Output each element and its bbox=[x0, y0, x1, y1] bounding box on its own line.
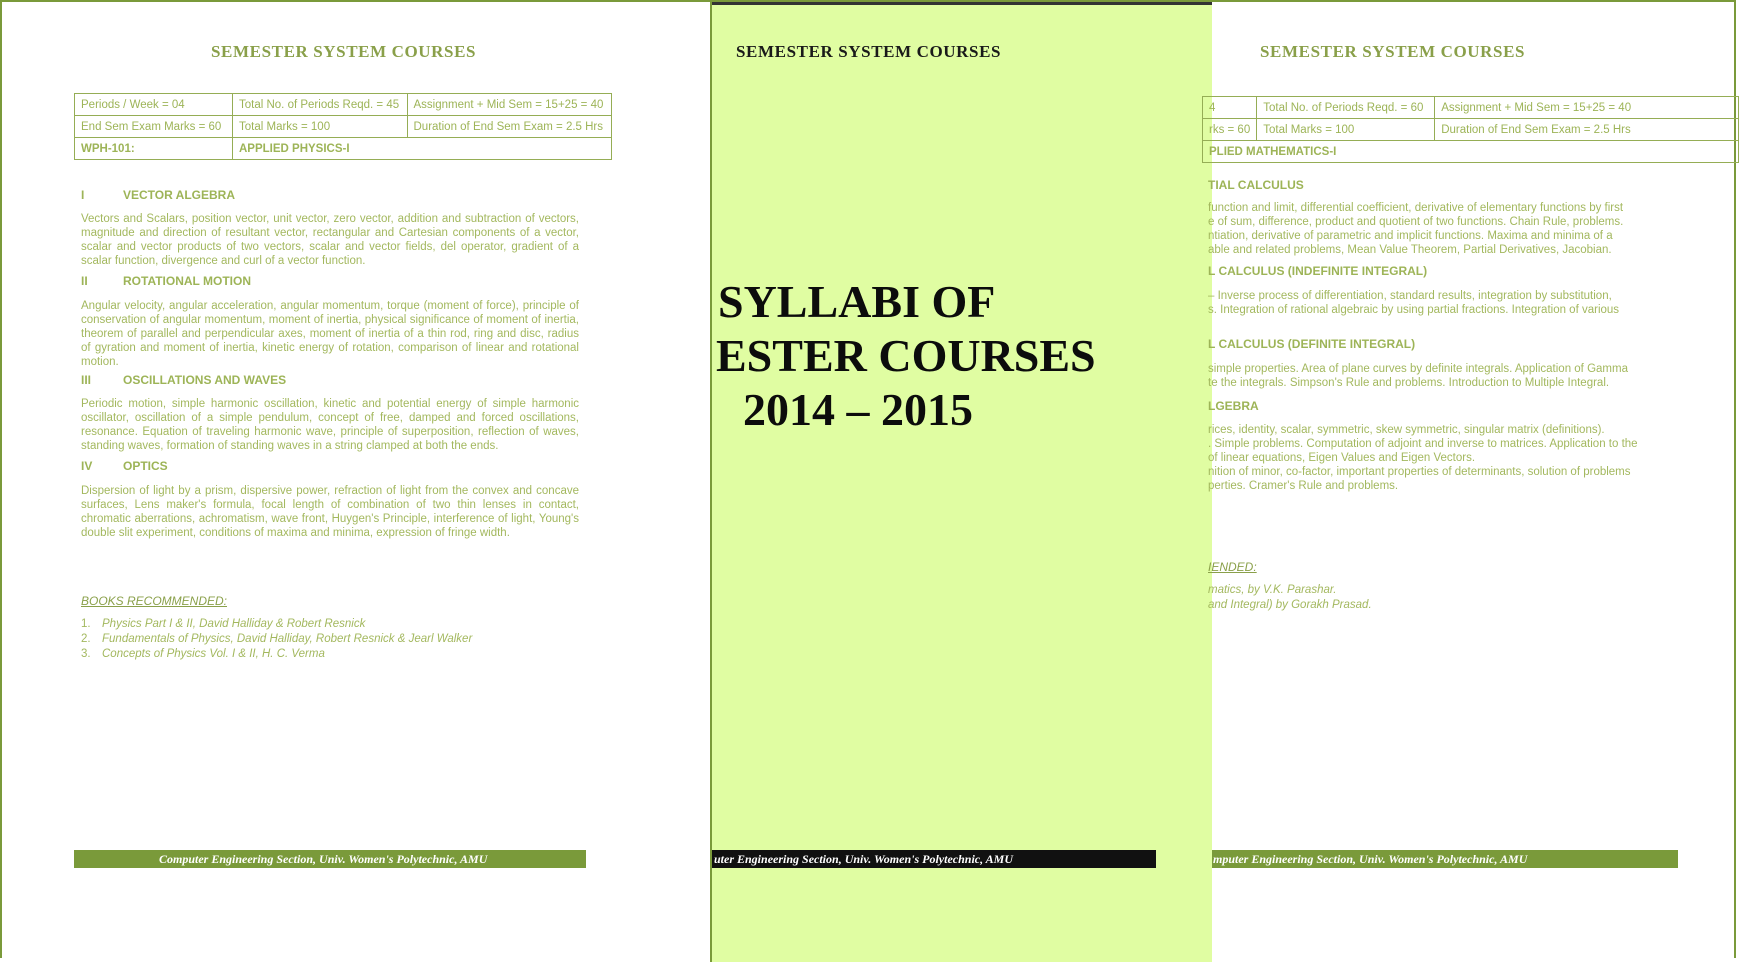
books-list bbox=[1208, 583, 1372, 613]
section-heading: III OSCILLATIONS AND WAVES bbox=[81, 373, 287, 387]
section-heading: TIAL CALCULUS bbox=[1208, 178, 1304, 192]
right-page-header: SEMESTER SYSTEM COURSES bbox=[1260, 42, 1526, 61]
section-text: Dispersion of light by a prism, dispersive power, refraction of light from the convex and concave surfaces, Lens maker's formula, focal length of combination of two thin lenses in contact, chromatic aberrations, achromatism, wave front, Huygen's Principle, interference of light, Young's double slit experiment, conditions of maxima and minima, expression of fringe width. bbox=[81, 485, 579, 539]
total-periods: Total No. of Periods Reqd. = 45 bbox=[233, 94, 408, 116]
course-subject: APPLIED PHYSICS-I bbox=[233, 138, 612, 160]
cover-page-header: SEMESTER SYSTEM COURSES bbox=[736, 42, 1002, 61]
left-page-header: SEMESTER SYSTEM COURSES bbox=[211, 42, 477, 61]
left-page-footer: Computer Engineering Section, Univ. Women's Polytechnic, AMU bbox=[74, 850, 586, 868]
section-heading: L CALCULUS (DEFINITE INTEGRAL) bbox=[1208, 337, 1416, 351]
total-periods: Total No. of Periods Reqd. = 60 bbox=[1257, 97, 1435, 119]
section-heading: II ROTATIONAL MOTION bbox=[81, 274, 251, 288]
section-text: Angular velocity, angular acceleration, angular momentum, torque (moment of force), principle of conservation of angular momentum, moment of inertia, physical significance of moment of inertia, theorem of parallel and perpendicular axes, moment of inertia of a thin rod, ring and disc, radius of gyration and moment of inertia, kinetic energy of rotation, comparison of linear and rotational motion. bbox=[81, 300, 579, 368]
left-course-info-table bbox=[74, 93, 612, 160]
total-marks: Total Marks = 100 bbox=[233, 116, 408, 138]
list-item: and Integral) by Gorakh Prasad. bbox=[1208, 599, 1372, 611]
section-heading: L CALCULUS (INDEFINITE INTEGRAL) bbox=[1208, 264, 1428, 278]
section-text: simple properties. Area of plane curves by definite integrals. Application of Gamma te the integrals. Simpson's Rule and problems. Introduction to Multiple Integral. bbox=[1208, 363, 1628, 389]
list-item: 1. Physics Part I & II, David Halliday & Robert Resnick bbox=[81, 618, 366, 630]
section-heading: LGEBRA bbox=[1208, 399, 1259, 413]
cover-page-footer: uter Engineering Section, Univ. Women's Polytechnic, AMU bbox=[712, 850, 1156, 868]
total-marks: Total Marks = 100 bbox=[1257, 119, 1435, 141]
cover-title-year: 2014 – 2015 bbox=[743, 384, 973, 435]
cover-page bbox=[712, 2, 1212, 962]
right-page-footer: mputer Engineering Section, Univ. Women's Polytechnic, AMU bbox=[1212, 850, 1678, 868]
list-item: 3. Concepts of Physics Vol. I & II, H. C. Verma bbox=[81, 648, 325, 660]
list-item: matics, by V.K. Parashar. bbox=[1208, 584, 1337, 596]
section-text: Periodic motion, simple harmonic oscillation, kinetic and potential energy of simple harmonic oscillator, oscillation of a simple pendulum, concept of free, damped and forced oscillations, resonance. Equation of traveling harmonic wave, principle of superposition, reflection of waves, standing waves, formation of standing waves in a string clamped at both the ends. bbox=[81, 398, 579, 452]
course-subject: PLIED MATHEMATICS-I bbox=[1203, 141, 1739, 163]
right-page bbox=[1208, 2, 1734, 962]
end-sem-marks: rks = 60 bbox=[1203, 119, 1257, 141]
right-course-info-table bbox=[1202, 96, 1739, 163]
section-text: Vectors and Scalars, position vector, unit vector, zero vector, addition and subtraction of vectors, magnitude and direction of resultant vector, rectangular and Cartesian components of a vector, scalar and vector products of two vectors, scalar and vector fields, del operator, gradient of a scalar function, divergence and curl of a vector function. bbox=[81, 213, 579, 267]
cover-title-line2: ESTER COURSES bbox=[716, 330, 1096, 381]
section-text: rices, identity, scalar, symmetric, skew symmetric, singular matrix (definitions). . Simple problems. Computation of adjoint and inverse to matrices. Application to the of linear equations, Eigen Values and Eigen Vectors. nition of minor, co-factor, important properties of determinants, solution of problems perties. Cramer's Rule and problems. bbox=[1208, 424, 1638, 492]
periods-per-week: Periods / Week = 04 bbox=[75, 94, 233, 116]
periods-per-week: 4 bbox=[1203, 97, 1257, 119]
left-page bbox=[2, 2, 712, 962]
course-code: WPH-101: bbox=[75, 138, 233, 160]
cover-title-line1: SYLLABI OF bbox=[718, 276, 996, 327]
books-heading: IENDED: bbox=[1208, 560, 1257, 574]
end-sem-marks: End Sem Exam Marks = 60 bbox=[75, 116, 233, 138]
books-heading: BOOKS RECOMMENDED: bbox=[81, 594, 228, 608]
exam-duration: Duration of End Sem Exam = 2.5 Hrs bbox=[1435, 119, 1739, 141]
section-text: – Inverse process of differentiation, standard results, integration by substitution, s. Integration of rational algebraic by using partial fractions. Integration of various bbox=[1208, 290, 1620, 316]
assignment-marks: Assignment + Mid Sem = 15+25 = 40 bbox=[1435, 97, 1739, 119]
section-text: function and limit, differential coefficient, derivative of elementary functions by first e of sum, difference, product and quotient of two functions. Chain Rule, problems. ntiation, derivative of parametric and implicit functions. Maxima and minima of a able and related problems, Mean Value Theorem, Partial Derivatives, Jacobian. bbox=[1208, 202, 1624, 256]
section-heading: IV OPTICS bbox=[81, 459, 168, 473]
books-list bbox=[81, 617, 472, 662]
exam-duration: Duration of End Sem Exam = 2.5 Hrs bbox=[407, 116, 612, 138]
section-heading: I VECTOR ALGEBRA bbox=[81, 188, 236, 202]
list-item: 2. Fundamentals of Physics, David Halliday, Robert Resnick & Jearl Walker bbox=[81, 633, 473, 645]
assignment-marks: Assignment + Mid Sem = 15+25 = 40 bbox=[407, 94, 612, 116]
